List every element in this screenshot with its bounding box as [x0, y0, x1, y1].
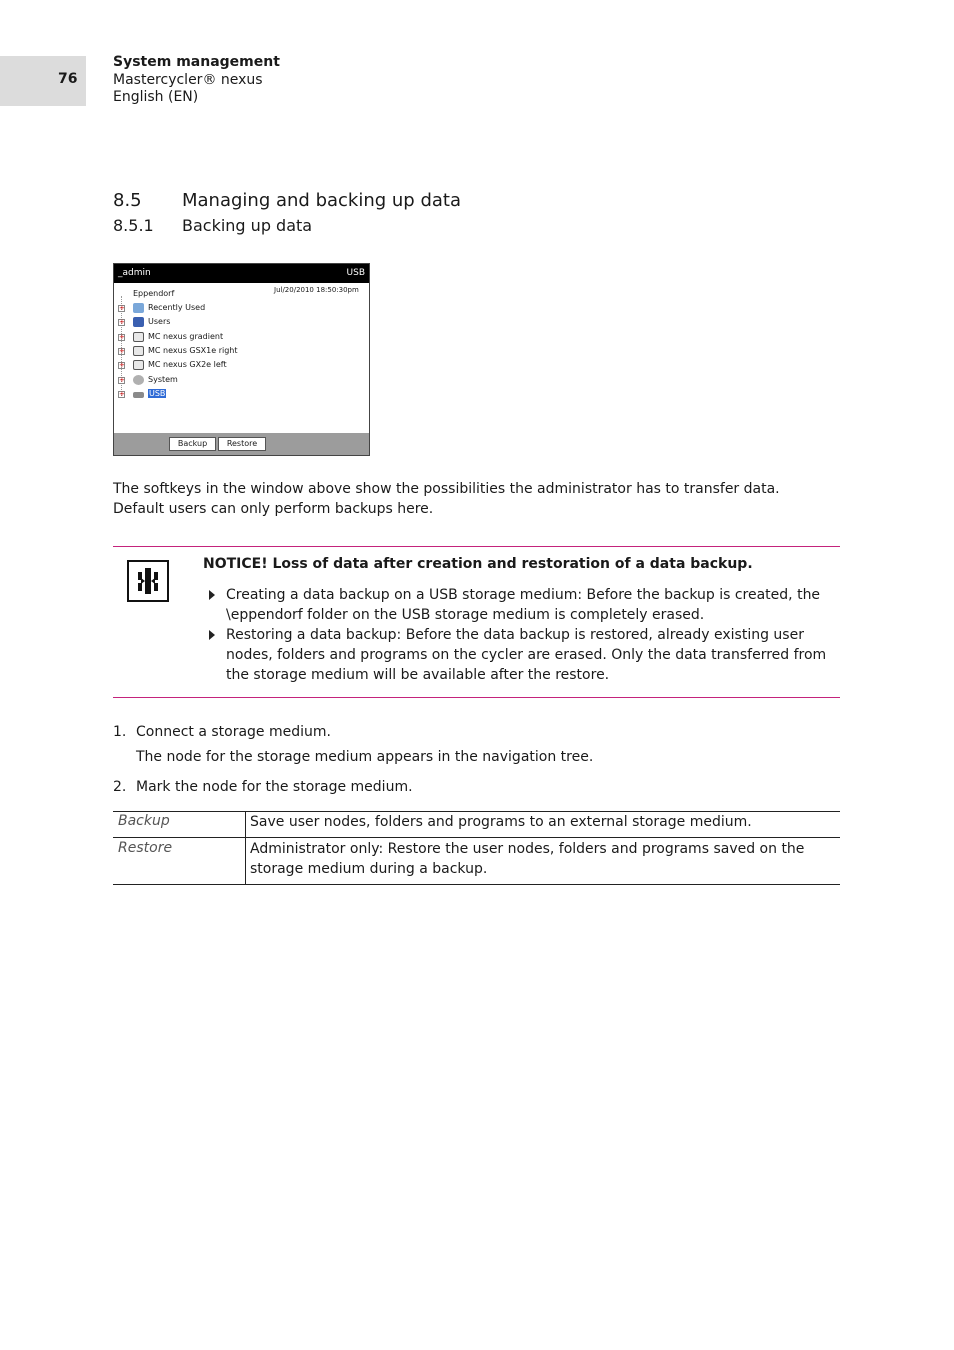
tree-item-label: Recently Used — [148, 303, 206, 312]
cycler-icon — [133, 346, 144, 356]
expand-icon[interactable]: + — [119, 318, 125, 326]
recent-icon — [133, 303, 144, 313]
notice-border-top — [113, 546, 840, 547]
backup-button[interactable]: Backup — [169, 437, 216, 451]
step-number: 2. — [113, 779, 127, 795]
table-divider — [113, 837, 840, 838]
subsection-title: Backing up data — [182, 216, 313, 235]
system-icon — [133, 375, 144, 385]
section-number: 8.5 — [113, 190, 142, 211]
page-number: 76 — [58, 71, 78, 87]
device-location: USB — [346, 268, 365, 278]
product-name: Mastercycler® nexus — [113, 72, 263, 88]
step-result: The node for the storage medium appears in the navigation tree. — [136, 749, 594, 765]
usb-icon — [133, 392, 144, 398]
expand-icon[interactable]: + — [119, 304, 125, 312]
bullet-arrow-icon — [209, 630, 215, 640]
step-text: Mark the node for the storage medium. — [136, 779, 413, 795]
tree-root-label: Eppendorf — [133, 289, 175, 298]
table-key: Restore — [118, 840, 173, 856]
notice-icon — [127, 560, 169, 602]
expand-icon[interactable]: + — [119, 347, 125, 355]
notice-title: NOTICE! Loss of data after creation and restoration of a data backup. — [203, 556, 753, 572]
device-title-bar — [114, 264, 369, 283]
device-user: _admin — [118, 268, 151, 278]
tree-item-label: MC nexus gradient — [148, 332, 224, 341]
tree-item-label: USB — [149, 389, 166, 398]
expand-icon[interactable]: + — [119, 361, 125, 369]
section-title: Managing and backing up data — [182, 190, 461, 211]
tree-item-label: MC nexus GSX1e right — [148, 346, 238, 355]
bullet-arrow-icon — [209, 590, 215, 600]
tree-item-label: MC nexus GX2e left — [148, 360, 227, 369]
restore-button[interactable]: Restore — [218, 437, 266, 451]
tree-item-label: System — [148, 375, 178, 384]
table-column-divider — [245, 811, 246, 885]
language-label: English (EN) — [113, 89, 199, 105]
notice-item: Restoring a data backup: Before the data backup is restored, already existing user nodes, folders and programs on the cycler are erased. Only the data transferred from the storage medium will be available after the restore. — [226, 627, 827, 683]
users-icon — [133, 317, 144, 327]
expand-icon[interactable]: + — [119, 376, 125, 384]
table-key: Backup — [118, 813, 170, 829]
tree-item-label: Users — [148, 317, 171, 326]
device-screenshot — [113, 263, 370, 456]
expand-icon[interactable]: + — [119, 390, 125, 398]
device-datetime: Jul/20/2010 18:50:30pm — [274, 286, 359, 294]
chapter-title: System management — [113, 54, 280, 70]
cycler-icon — [133, 332, 144, 342]
subsection-number: 8.5.1 — [113, 216, 154, 235]
table-value: Administrator only: Restore the user nodes, folders and programs saved on the storage medium during a backup. — [250, 841, 805, 877]
table-border-bottom — [113, 884, 840, 885]
cycler-icon — [133, 360, 144, 370]
softkey-bar — [114, 433, 369, 455]
notice-item: Creating a data backup on a USB storage medium: Before the backup is created, the \eppendorf folder on the USB storage medium is completely erased. — [226, 587, 821, 623]
expand-icon[interactable]: + — [119, 333, 125, 341]
step-number: 1. — [113, 724, 127, 740]
table-value: Save user nodes, folders and programs to an external storage medium. — [250, 814, 752, 830]
notice-border-bottom — [113, 697, 840, 698]
step-text: Connect a storage medium. — [136, 724, 331, 740]
intro-paragraph: The softkeys in the window above show the possibilities the administrator has to transfer data. Default users can only perform backups here. — [113, 481, 780, 517]
